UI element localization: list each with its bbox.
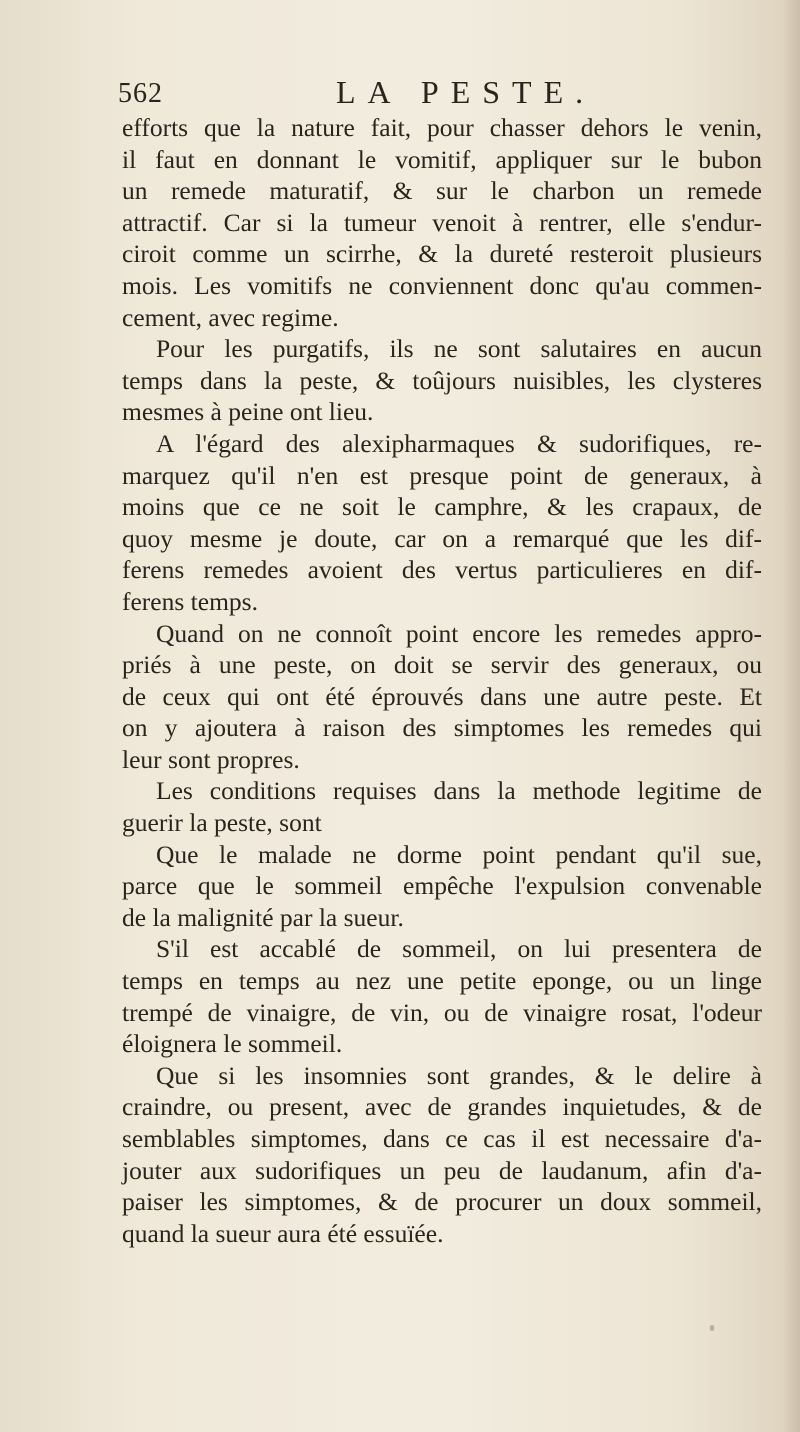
page-edge-shadow (782, 0, 800, 1432)
text-line: S'il est accablé de sommeil, on lui presentera de (156, 934, 762, 964)
text-line: craindre, ou present, avec de grandes inquietudes, & de (122, 1092, 762, 1122)
text-line: de la malignité par la sueur. (122, 902, 404, 932)
text-line: il faut en donnant le vomitif, appliquer sur le bubon (122, 144, 762, 174)
text-line: Quand on ne connoît point encore les remedes appro- (156, 618, 762, 648)
text-line: cement, avec regime. (122, 302, 339, 332)
text-line: Que si les insomnies sont grandes, & le delire à (156, 1060, 762, 1090)
text-line: paiser les simptomes, & de procurer un doux sommeil, (122, 1187, 762, 1217)
text-line: mois. Les vomitifs ne conviennent donc qu'au commen- (122, 270, 762, 300)
text-line: ciroit comme un scirrhe, & la dureté resteroit plusieurs (122, 239, 762, 269)
page-number: 562 (118, 78, 163, 109)
text-line: temps en temps au nez une petite eponge, ou un linge (122, 966, 762, 996)
text-line: moins que ce ne soit le camphre, & les crapaux, de (122, 492, 762, 522)
running-title: LA PESTE. (336, 74, 596, 110)
text-line: ferens temps. (122, 586, 258, 616)
paper-blemish (710, 1325, 714, 1331)
text-line: leur sont propres. (122, 744, 300, 774)
text-line: efforts que la nature fait, pour chasser dehors le venin, (122, 113, 762, 142)
running-head (118, 74, 738, 114)
text-line: un remede maturatif, & sur le charbon un remede (122, 176, 762, 206)
text-line: temps dans la peste, & toûjours nuisibles, les clysteres (122, 365, 762, 395)
text-body (122, 112, 762, 1249)
text-line: quoy mesme je doute, car on a remarqué que les dif- (122, 523, 762, 553)
text-line: éloignera le sommeil. (122, 1029, 343, 1059)
text-line: quand la sueur aura été essuïée. (122, 1218, 444, 1248)
text-line: Pour les purgatifs, ils ne sont salutaires en aucun (156, 334, 762, 364)
text-line: A l'égard des alexipharmaques & sudorifiques, re- (156, 428, 762, 458)
text-line: de ceux qui ont été éprouvés dans une autre peste. Et (122, 681, 762, 711)
text-line: Que le malade ne dorme point pendant qu'il sue, (156, 839, 762, 869)
text-line: marquez qu'il n'en est presque point de generaux, à (122, 460, 762, 490)
text-line: attractif. Car si la tumeur venoit à rentrer, elle s'endur- (122, 207, 762, 237)
text-line: mesmes à peine ont lieu. (122, 397, 374, 427)
text-line: semblables simptomes, dans ce cas il est necessaire d'a- (122, 1124, 762, 1153)
text-line: guerir la peste, sont (122, 808, 322, 838)
text-line: priés à une peste, on doit se servir des generaux, ou (122, 650, 762, 680)
text-line: jouter aux sudorifiques un peu de laudanum, afin d'a- (122, 1155, 762, 1185)
text-line: trempé de vinaigre, de vin, ou de vinaigre rosat, l'odeur (122, 997, 762, 1027)
text-line: on y ajoutera à raison des simptomes les remedes qui (122, 713, 762, 743)
text-line: ferens remedes avoient des vertus particulieres en dif- (122, 555, 762, 585)
text-line: Les conditions requises dans la methode legitime de (156, 776, 762, 806)
text-line: parce que le sommeil empêche l'expulsion convenable (122, 871, 762, 901)
